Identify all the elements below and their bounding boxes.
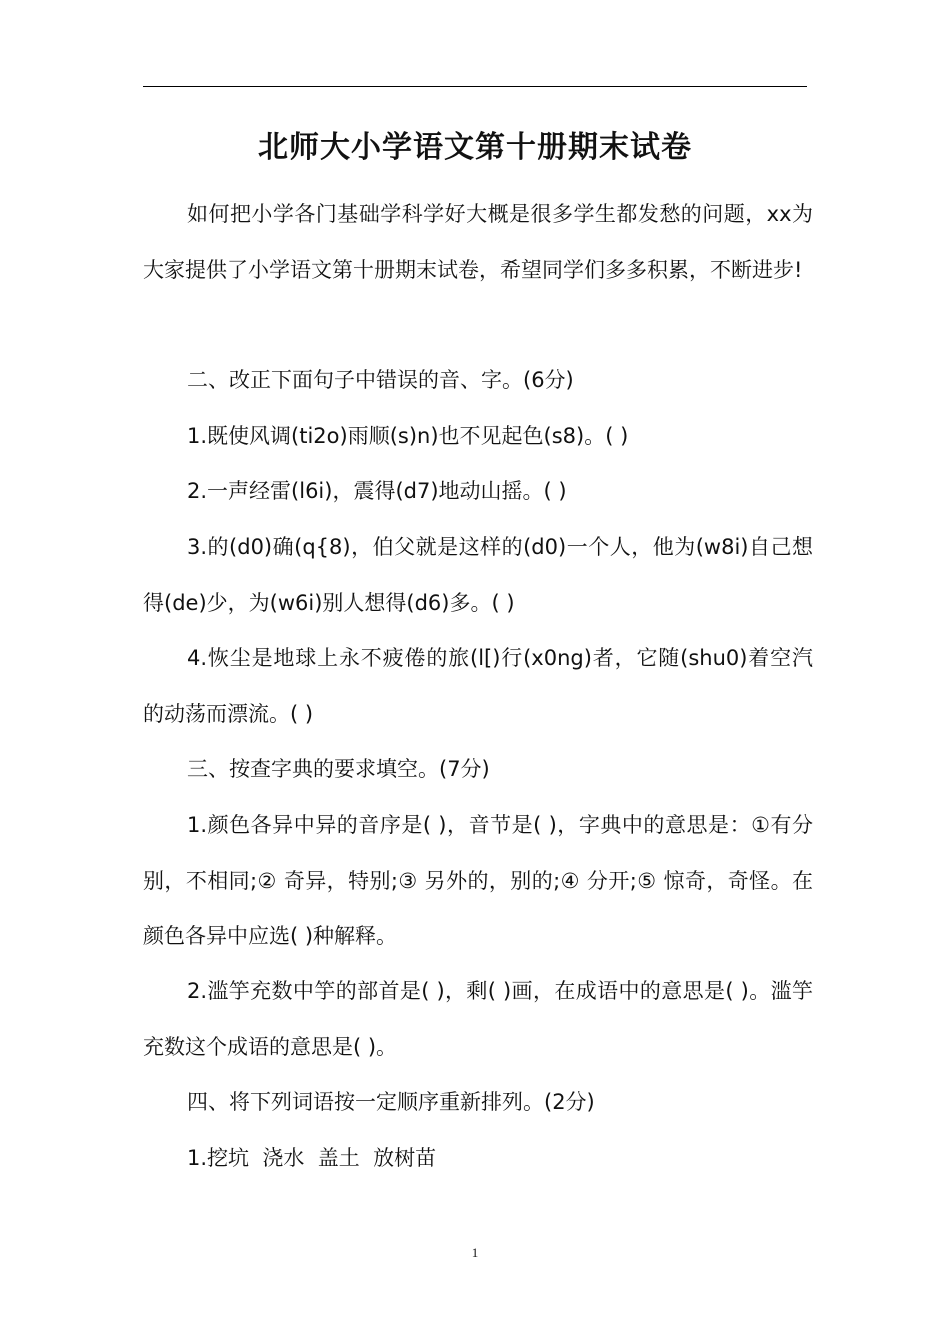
section-2-heading: 二、改正下面句子中错误的音、字。(6分) <box>187 368 574 392</box>
question-3-1: 1.颜色各异中异的音序是( )，音节是( )，字典中的意思是：①有分别，不相同;② 奇异，特别;③ 另外的，别的;④ 分开;⑤ 惊奇，奇怪。在颜色各异中应选( )种解释。 <box>143 813 813 948</box>
document-title: 北师大小学语文第十册期末试卷 <box>258 130 692 165</box>
section-4-heading: 四、将下列词语按一定顺序重新排列。(2分) <box>187 1090 595 1114</box>
question-2-1: 1.既使风调(ti2o)雨顺(s)n)也不见起色(s8)。( ) <box>187 424 629 448</box>
question-2-3: 3.的(d0)确(q{8)，伯父就是这样的(d0)一个人，他为(w8i)自己想得(de)少，为(w6i)别人想得(d6)多。( ) <box>143 535 813 615</box>
section-3-heading: 三、按查字典的要求填空。(7分) <box>187 757 490 781</box>
question-2-2: 2.一声经雷(l6i)，震得(d7)地动山摇。( ) <box>187 479 567 503</box>
question-4-1: 1.挖坑 浇水 盖土 放树苗 <box>187 1146 437 1170</box>
question-3-2: 2.滥竽充数中竽的部首是( )，剩( )画，在成语中的意思是( )。滥竽充数这个成语的意思是( )。 <box>143 979 813 1059</box>
question-2-4: 4.恢尘是地球上永不疲倦的旅(l[)行(x0ng)者，它随(shu0)着空汽的动荡而漂流。( ) <box>143 646 813 726</box>
page-number: 1 <box>471 1245 479 1260</box>
intro-paragraph: 如何把小学各门基础学科学好大概是很多学生都发愁的问题，xx为大家提供了小学语文第十册期末试卷，希望同学们多多积累，不断进步! <box>143 202 813 282</box>
header-rule <box>143 86 807 87</box>
